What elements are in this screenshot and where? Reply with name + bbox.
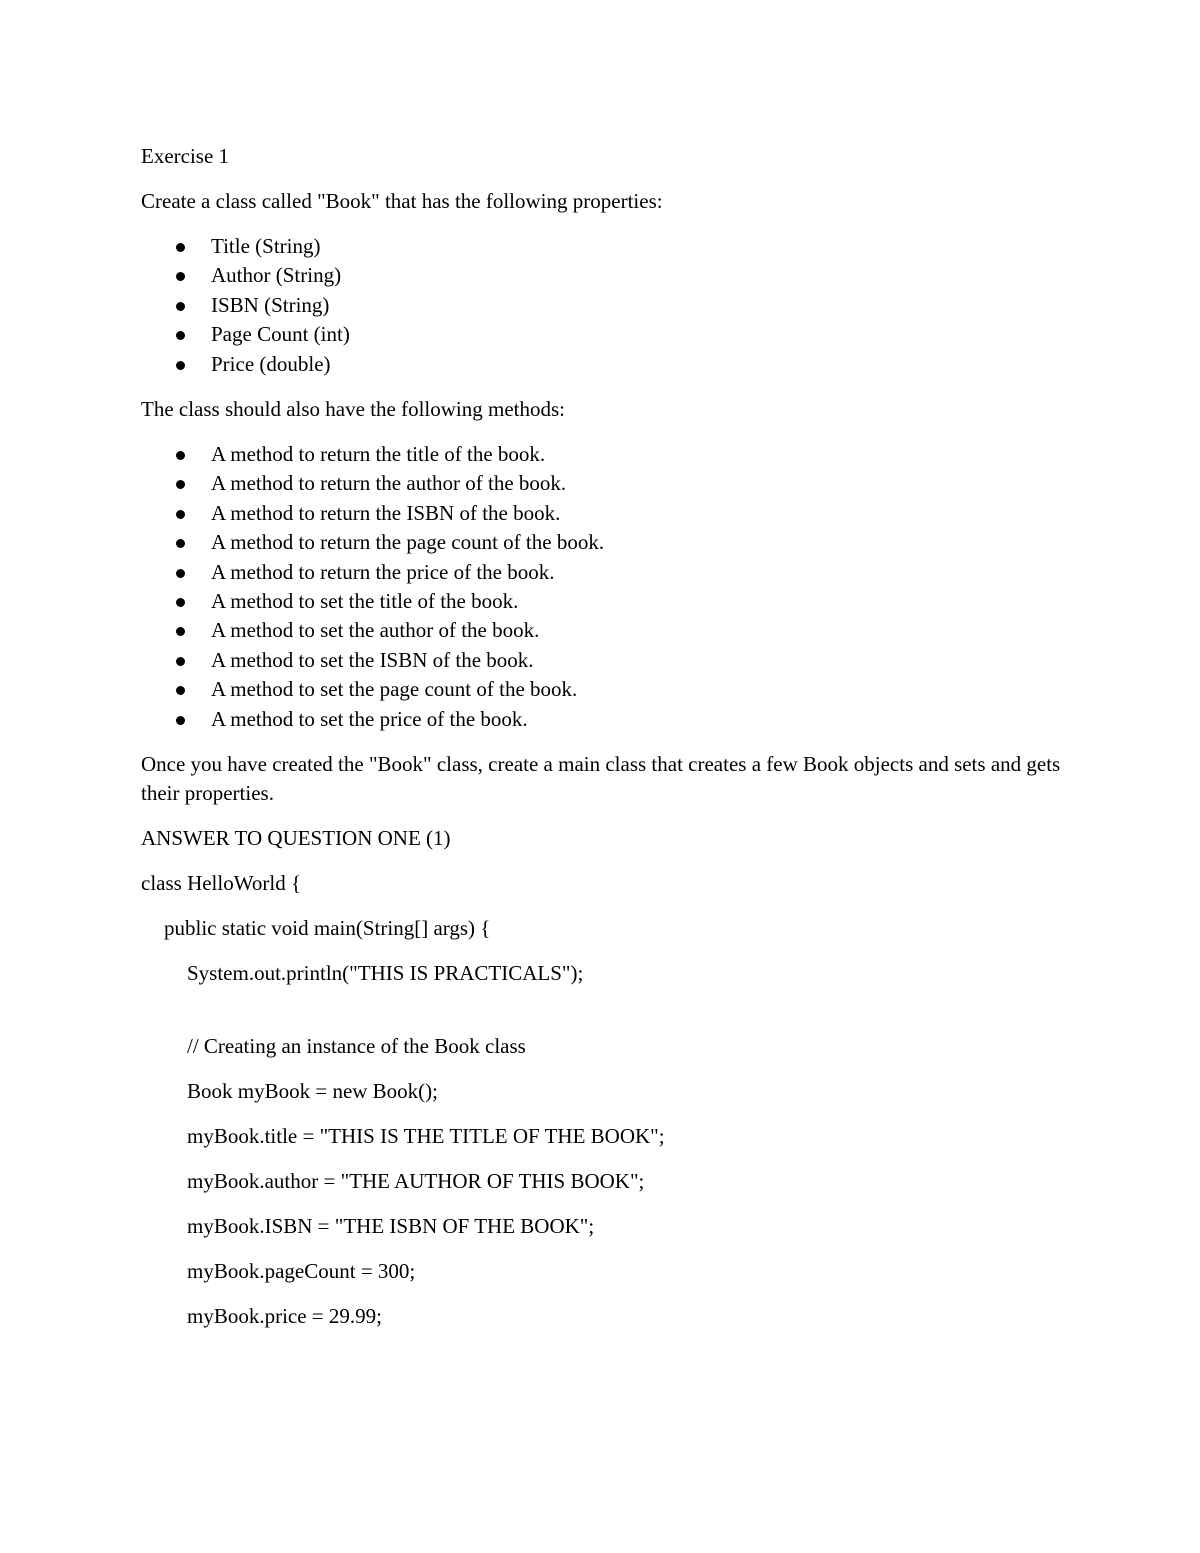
closing-paragraph: Once you have created the "Book" class, create a main class that creates a few Book objects and sets and gets their properties. (141, 752, 1061, 806)
bullet-icon (176, 598, 185, 607)
code-set-pagecount: myBook.pageCount = 300; (187, 1259, 416, 1284)
bullet-icon (176, 361, 185, 370)
list-item: Author (String) (141, 261, 1061, 290)
code-block (141, 869, 1061, 1331)
code-new-book: Book myBook = new Book(); (187, 1079, 439, 1104)
document-page (141, 142, 1061, 1331)
bullet-icon (176, 627, 185, 636)
properties-list (141, 232, 1061, 379)
list-item: ISBN (String) (141, 291, 1061, 320)
bullet-icon (176, 272, 185, 281)
code-set-price: myBook.price = 29.99; (187, 1304, 382, 1329)
list-item: A method to return the ISBN of the book. (141, 499, 1061, 528)
bullet-icon (176, 302, 185, 311)
answer-heading: ANSWER TO QUESTION ONE (1) (141, 826, 451, 851)
exercise-heading: Exercise 1 (141, 144, 230, 168)
list-item: A method to set the price of the book. (141, 705, 1061, 734)
bullet-icon (176, 243, 185, 252)
bullet-icon (176, 510, 185, 519)
code-set-isbn: myBook.ISBN = "THE ISBN OF THE BOOK"; (187, 1214, 595, 1239)
list-item: A method to set the page count of the book. (141, 675, 1061, 704)
code-set-title: myBook.title = "THIS IS THE TITLE OF THE BOOK"; (187, 1124, 665, 1149)
list-item: A method to return the title of the book. (141, 440, 1061, 469)
bullet-icon (176, 539, 185, 548)
list-item: A method to return the price of the book. (141, 558, 1061, 587)
code-comment: // Creating an instance of the Book class (187, 1034, 526, 1059)
bullet-icon (176, 569, 185, 578)
bullet-icon (176, 480, 185, 489)
list-item: Page Count (int) (141, 320, 1061, 349)
bullet-icon (176, 657, 185, 666)
list-item: A method to set the author of the book. (141, 616, 1061, 645)
code-main-declaration: public static void main(String[] args) { (164, 916, 491, 941)
methods-list (141, 440, 1061, 734)
bullet-icon (176, 451, 185, 460)
bullet-icon (176, 686, 185, 695)
bullet-icon (176, 716, 185, 725)
code-class-declaration: class HelloWorld { (141, 871, 302, 896)
list-item: A method to return the author of the book. (141, 469, 1061, 498)
code-set-author: myBook.author = "THE AUTHOR OF THIS BOOK"; (187, 1169, 645, 1194)
code-println: System.out.println("THIS IS PRACTICALS"); (187, 961, 584, 986)
list-item: Title (String) (141, 232, 1061, 261)
list-item: Price (double) (141, 350, 1061, 379)
list-item: A method to set the ISBN of the book. (141, 646, 1061, 675)
list-item: A method to return the page count of the book. (141, 528, 1061, 557)
bullet-icon (176, 331, 185, 340)
methods-intro: The class should also have the following methods: (141, 397, 566, 422)
list-item: A method to set the title of the book. (141, 587, 1061, 616)
intro-paragraph: Create a class called "Book" that has the following properties: (141, 189, 663, 213)
